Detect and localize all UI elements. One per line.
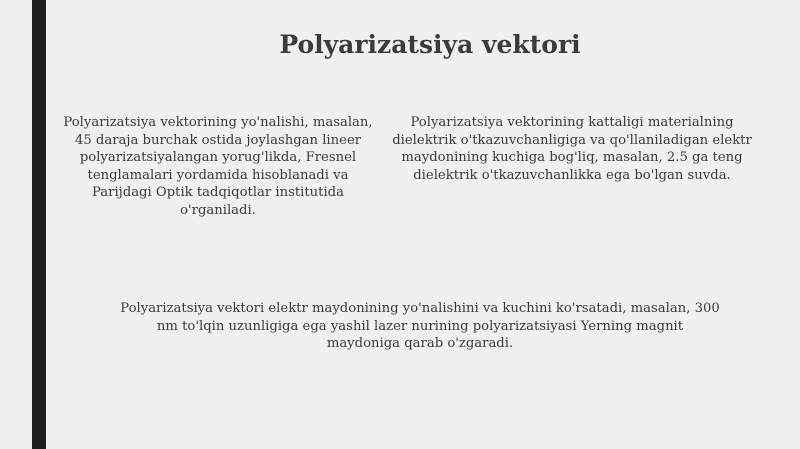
paragraph-right: Polyarizatsiya vektorining kattaligi materialning dielektrik o'tkazuvchanligiga va qo'llaniladigan elektr maydonining kuchiga bog'liq, masalan, 2.5 ga teng dielektrik o'tkazuvchanlikka ega bo'lgan suvda.	[392, 115, 752, 183]
paragraph-left: Polyarizatsiya vektorining yo'nalishi, masalan, 45 daraja burchak ostida joylashgan lineer polyarizatsiyalangan yorug'likda, Fresnel tenglamalari yordamida hisoblanadi va Parijdagi Optik tadqiqotlar institutida o'rganiladi.	[63, 115, 373, 218]
slide-title: Polyarizatsiya vektori	[279, 30, 581, 59]
paragraph-bottom: Polyarizatsiya vektori elektr maydonining yo'nalishini va kuchini ko'rsatadi, masalan, 300 nm to'lqin uzunligiga ega yashil lazer nurining polyarizatsiyasi Yerning magnit maydoniga qarab o'zgaradi.	[120, 301, 720, 352]
left-accent-bar	[32, 0, 46, 449]
